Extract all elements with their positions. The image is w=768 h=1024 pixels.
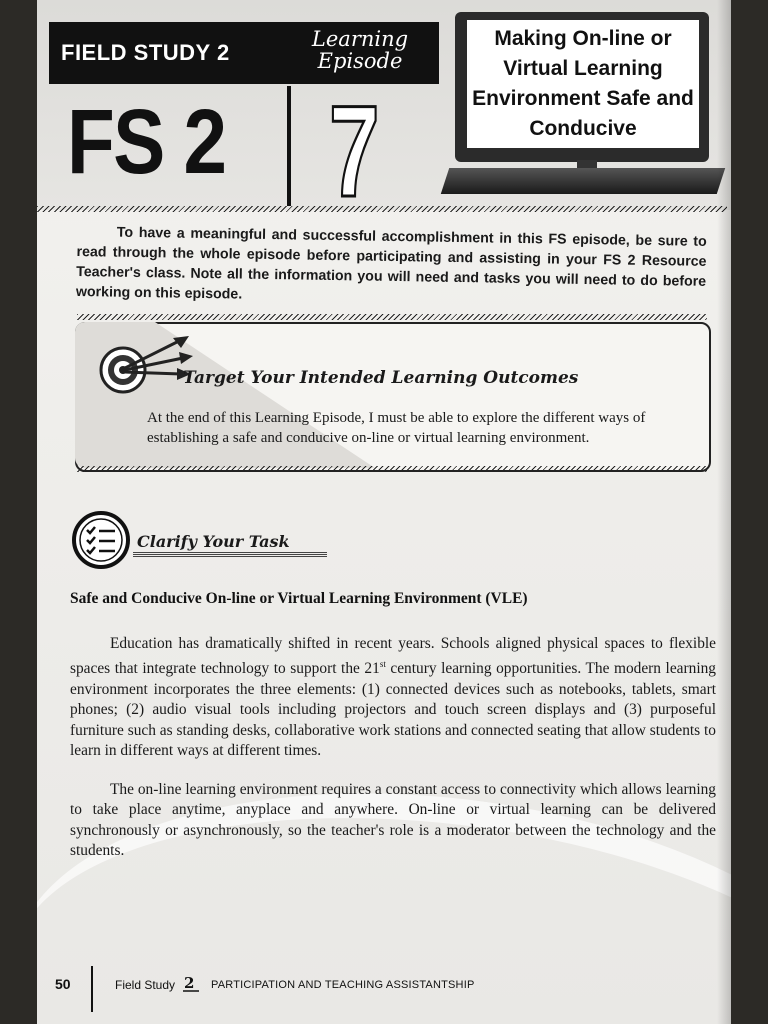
checklist-icon bbox=[71, 510, 131, 570]
intro-paragraph: To have a meaningful and successful accomplishment in this FS episode, be sure to read through the whole episode before participating and assisting in your FS 2 Resource Teacher's class. Note all the information you will need and tasks you will need to do before working on this episode. bbox=[75, 224, 707, 303]
para1-part2: century learning opportunities. The modern learning environment incorporates the three elements: (1) connected devices such as notebooks, tablets, smart phones; (2) audio visual tools including projectors and touch screen displays and (3) purposeful furniture such as standing desks, collaborative work stations and connected seating that allow students to learn in different ways at different times. bbox=[70, 660, 716, 760]
para1-superscript: st bbox=[379, 659, 386, 670]
footer-subtitle: PARTICIPATION AND TEACHING ASSISTANTSHIP bbox=[211, 979, 475, 991]
svg-text:2: 2 bbox=[184, 974, 195, 992]
header-divider bbox=[287, 86, 291, 206]
outcomes-heading: Target Your Intended Learning Outcomes bbox=[183, 368, 579, 388]
outcomes-hatch-top bbox=[77, 314, 707, 320]
field-study-2-logo-icon bbox=[183, 974, 199, 992]
learning-episode-label bbox=[295, 28, 425, 72]
page-number: 50 bbox=[55, 976, 71, 992]
episode-word: Episode bbox=[317, 49, 403, 73]
fs2-title: FS 2 bbox=[67, 91, 226, 193]
episode-number-text: 7 bbox=[328, 88, 380, 204]
field-study-label: FIELD STUDY 2 bbox=[61, 40, 230, 65]
section-title: Safe and Conducive On-line or Virtual Learning Environment (VLE) bbox=[70, 590, 528, 607]
episode-title: Making On-line or Virtual Learning Environment Safe and Conducive bbox=[472, 27, 694, 140]
outcomes-hatch-bottom bbox=[77, 466, 707, 472]
outcomes-text: At the end of this Learning Episode, I must be able to explore the different ways of establishing a safe and conducive on-line or virtual learning environment. bbox=[147, 410, 646, 446]
page-edge-shadow bbox=[717, 0, 731, 1024]
clarify-underline bbox=[133, 552, 327, 557]
footer-divider bbox=[91, 966, 93, 1012]
learning-word: Learning bbox=[311, 27, 409, 51]
book-page bbox=[37, 0, 731, 1024]
para1-part1: Education has dramatically shifted in recent years. Schools aligned physical spaces to flexible spaces that integrate technology to support the 21 bbox=[70, 635, 716, 678]
episode-number bbox=[299, 88, 409, 204]
header-hatch-line bbox=[37, 206, 727, 212]
target-arrows-icon bbox=[97, 332, 193, 396]
footer-series: Field Study bbox=[115, 978, 176, 992]
body-paragraph-2: The on-line learning environment requires a constant access to connectivity which allows learning to take place anytime, anyplace and anywhere. On-line or virtual learning can be delivered synchronously or asynchronously, so the teacher's role is a moderator between the technology and the students. bbox=[70, 781, 716, 860]
body-paragraph-1 bbox=[70, 634, 716, 762]
clarify-heading: Clarify Your Task bbox=[137, 532, 290, 551]
monitor-base bbox=[441, 168, 725, 194]
